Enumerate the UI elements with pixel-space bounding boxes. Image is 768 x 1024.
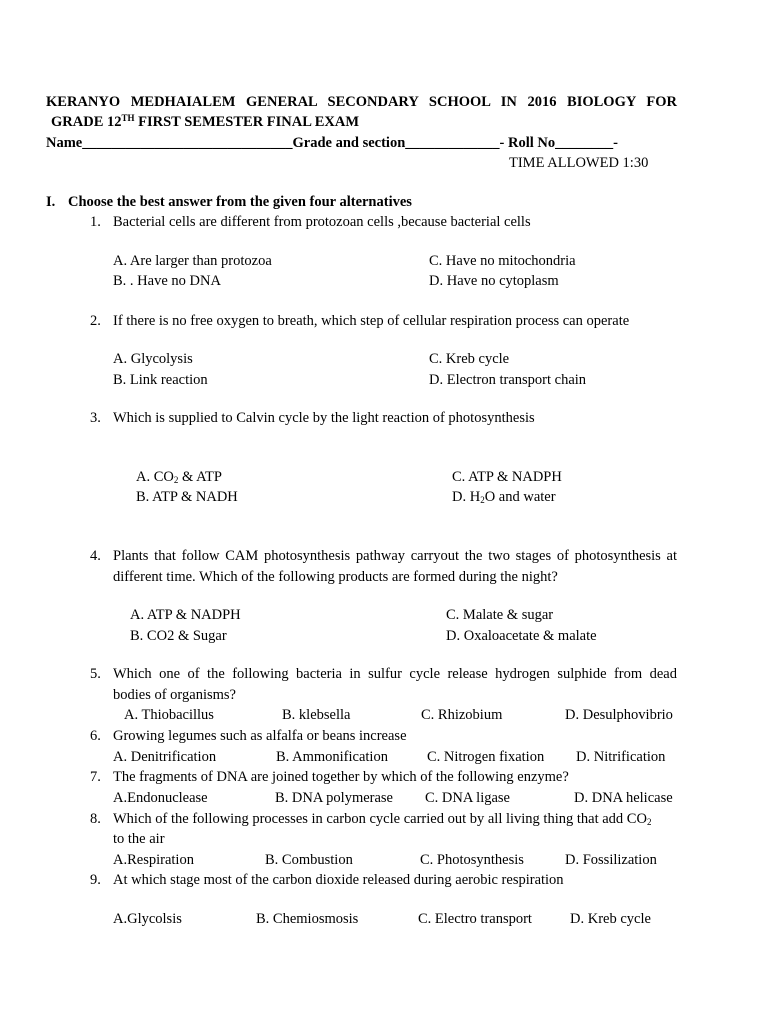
- question-number: 1.: [90, 214, 101, 230]
- question-text-line2: to the air: [113, 831, 165, 847]
- option-a: A. Are larger than protozoa: [113, 253, 272, 269]
- option-c: C. Nitrogen fixation: [427, 749, 545, 765]
- option-d: D. Desulphovibrio: [565, 707, 673, 723]
- question-number: 4.: [90, 548, 101, 564]
- question-text: Which of the following processes in carbon cycle carried out by all living thing that add CO: [113, 811, 647, 827]
- option-c: C. Rhizobium: [421, 707, 503, 723]
- option-a: A.Respiration: [113, 852, 194, 868]
- option-c: C. DNA ligase: [425, 790, 510, 806]
- question-text-line2: bodies of organisms?: [113, 687, 236, 703]
- question-subscript: 2: [646, 817, 652, 827]
- option-b: B. Ammonification: [276, 749, 388, 765]
- header-grade: GRADE 12: [51, 114, 122, 130]
- option-d: [452, 487, 556, 508]
- option-d: D. Nitrification: [576, 749, 666, 765]
- question-text-line1: Plants that follow CAM photosynthesis pathway carryout the two stages of photosynthesis at: [113, 548, 677, 564]
- question-number: 3.: [90, 410, 101, 426]
- option-a-text-end: & ATP: [178, 469, 222, 485]
- section-title: Choose the best answer from the given four alternatives: [68, 194, 412, 210]
- question-text: The fragments of DNA are joined together by which of the following enzyme?: [113, 769, 569, 785]
- exam-header-line2: [51, 112, 359, 133]
- option-d: D. DNA helicase: [574, 790, 673, 806]
- option-d: D. Electron transport chain: [429, 372, 587, 388]
- question-number: 2.: [90, 313, 101, 329]
- header-grade-sup: TH: [121, 113, 135, 123]
- question-text-line1: Which one of the following bacteria in sulfur cycle release hydrogen sulphide from dead: [113, 666, 677, 682]
- question-text: Which is supplied to Calvin cycle by the light reaction of photosynthesis: [113, 410, 535, 426]
- option-d-text-end: O and water: [484, 489, 556, 505]
- question-text: If there is no free oxygen to breath, which step of cellular respiration process can operate: [113, 313, 630, 329]
- option-c: C. Malate & sugar: [446, 607, 554, 623]
- question-number: 6.: [90, 728, 101, 744]
- option-b: B. Combustion: [265, 852, 353, 868]
- option-a: A.Glycolsis: [113, 911, 182, 927]
- section-number: I.: [46, 194, 56, 210]
- option-d: D. Fossilization: [565, 852, 657, 868]
- question-text: Growing legumes such as alfalfa or beans increase: [113, 728, 407, 744]
- option-c: C. ATP & NADPH: [452, 469, 562, 485]
- name-grade-roll-line: Name_____________________________Grade and section_____________- Roll No________-: [46, 135, 618, 151]
- option-c: C. Electro transport: [418, 911, 532, 927]
- option-d-subscript: 2: [480, 495, 485, 505]
- option-b: B. DNA polymerase: [275, 790, 393, 806]
- option-d-text: D. H: [452, 489, 481, 505]
- option-b: B. . Have no DNA: [113, 273, 221, 289]
- question-number: 9.: [90, 872, 101, 888]
- header-exam-title: FIRST SEMESTER FINAL EXAM: [134, 114, 360, 130]
- exam-header-line1: KERANYO MEDHAIALEM GENERAL SECONDARY SCHOOL IN 2016 BIOLOGY FOR: [46, 94, 677, 110]
- option-b: B. Link reaction: [113, 372, 208, 388]
- option-a: A. Denitrification: [113, 749, 217, 765]
- option-c: C. Photosynthesis: [420, 852, 524, 868]
- option-c: C. Kreb cycle: [429, 351, 510, 367]
- option-a: A. ATP & NADPH: [130, 607, 241, 623]
- option-d: D. Oxaloacetate & malate: [446, 628, 597, 644]
- question-number: 8.: [90, 811, 101, 827]
- option-a-subscript: 2: [173, 475, 179, 485]
- option-c: C. Have no mitochondria: [429, 253, 576, 269]
- option-a: A.Endonuclease: [113, 790, 208, 806]
- option-a: [136, 467, 222, 488]
- option-b: B. klebsella: [282, 707, 351, 723]
- option-d: D. Have no cytoplasm: [429, 273, 559, 289]
- option-d: D. Kreb cycle: [570, 911, 651, 927]
- question-text-line2: different time. Which of the following products are formed during the night?: [113, 569, 558, 585]
- option-b: B. ATP & NADH: [136, 489, 238, 505]
- question-text-line1: [113, 809, 651, 830]
- option-a: A. Glycolysis: [113, 351, 193, 367]
- option-a-text: A. CO: [136, 469, 174, 485]
- option-a: A. Thiobacillus: [124, 707, 214, 723]
- question-text: At which stage most of the carbon dioxide released during aerobic respiration: [113, 872, 564, 888]
- time-allowed: TIME ALLOWED 1:30: [509, 155, 649, 171]
- question-text: Bacterial cells are different from protozoan cells ,because bacterial cells: [113, 214, 531, 230]
- question-number: 5.: [90, 666, 101, 682]
- option-b: B. Chemiosmosis: [256, 911, 359, 927]
- question-number: 7.: [90, 769, 101, 785]
- option-b: B. CO2 & Sugar: [130, 628, 227, 644]
